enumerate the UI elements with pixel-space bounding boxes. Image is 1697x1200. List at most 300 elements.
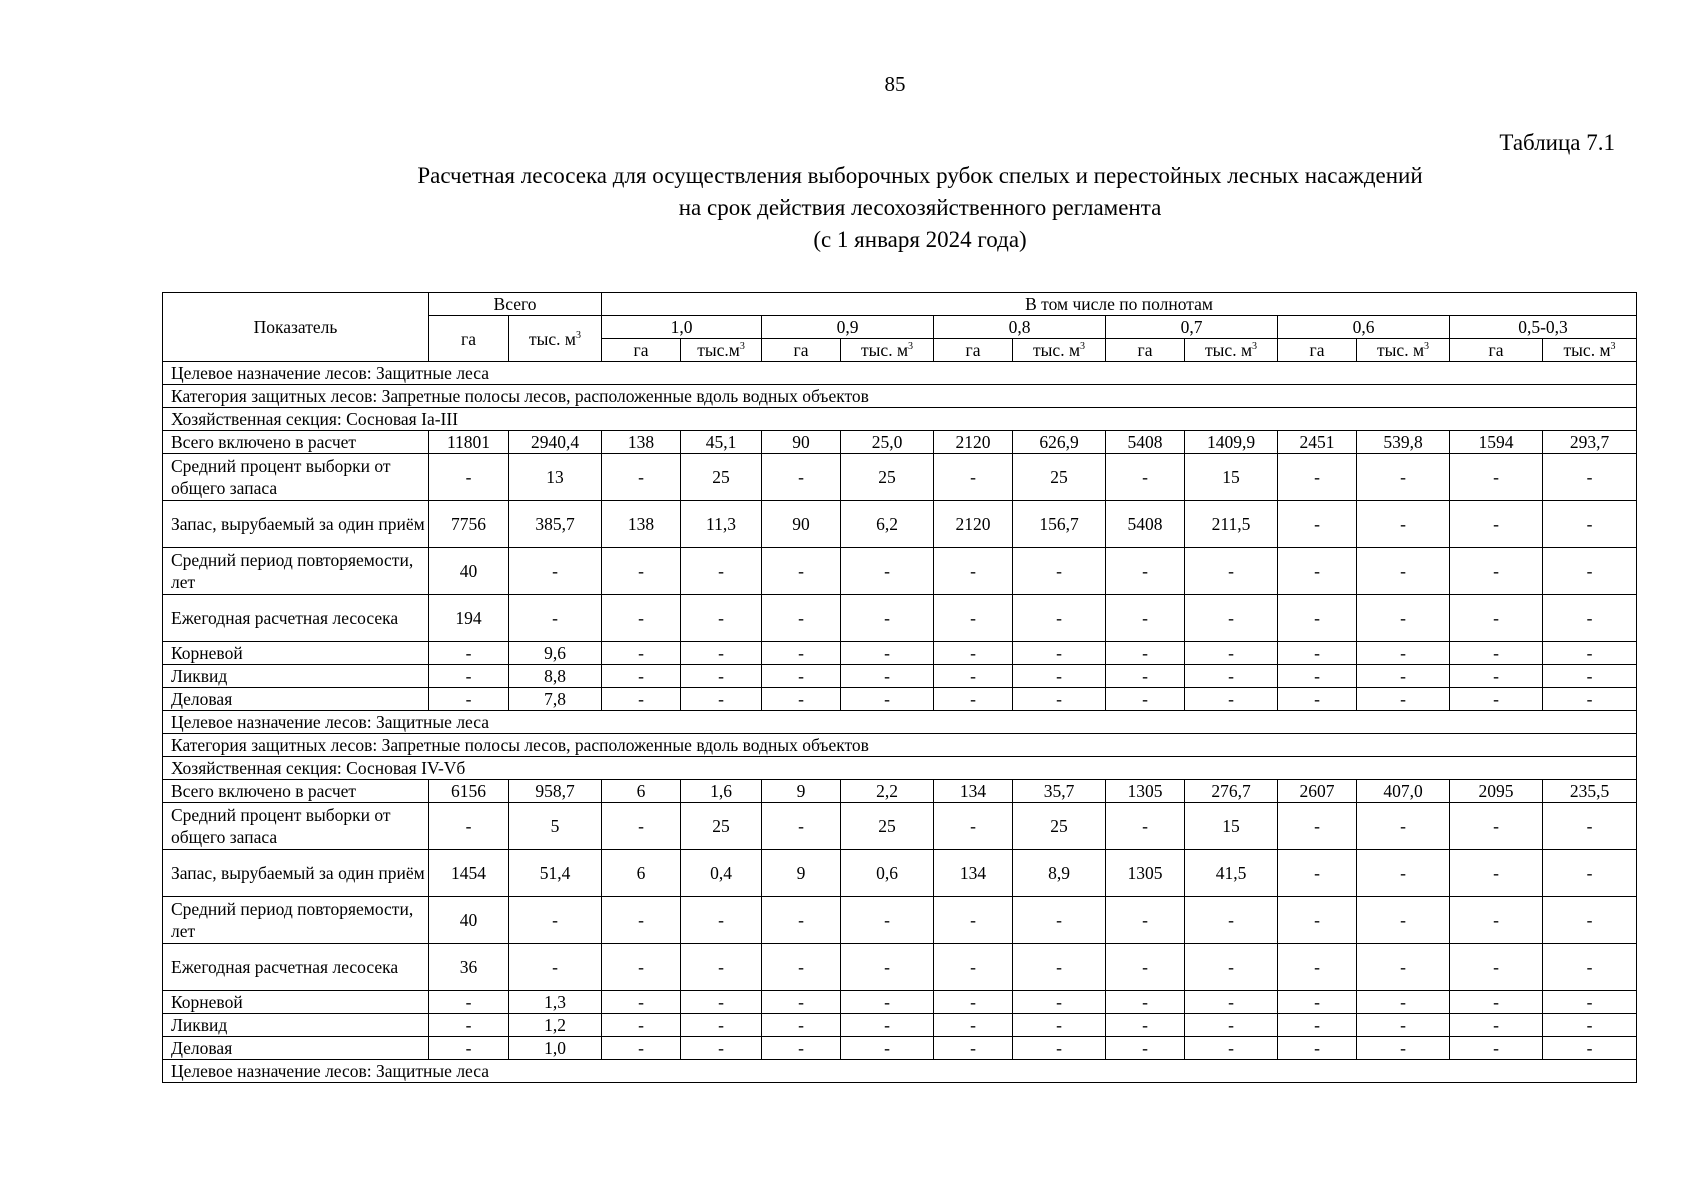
table-cell: - <box>681 1037 762 1060</box>
table-cell: - <box>1357 803 1450 850</box>
table-cell: - <box>1450 850 1543 897</box>
table-cell: 1,6 <box>681 780 762 803</box>
unit-superscript: 3 <box>1424 341 1430 352</box>
table-cell: 25 <box>1013 803 1106 850</box>
table-cell: - <box>1278 501 1357 548</box>
table-cell: 15 <box>1185 803 1278 850</box>
header-density: 0,8 <box>934 316 1106 339</box>
table-cell: 7,8 <box>509 688 602 711</box>
header-unit-m3 <box>841 339 934 362</box>
table-cell: - <box>429 1037 509 1060</box>
table-cell: 6 <box>602 780 681 803</box>
table-cell: 276,7 <box>1185 780 1278 803</box>
table-cell: - <box>602 548 681 595</box>
unit-superscript: 3 <box>576 329 581 341</box>
table-cell: - <box>934 991 1013 1014</box>
table-cell: - <box>1013 1014 1106 1037</box>
table-cell: - <box>1450 897 1543 944</box>
table-cell: - <box>1013 688 1106 711</box>
row-label: Ликвид <box>163 665 429 688</box>
table-cell: - <box>429 803 509 850</box>
table-cell: 7756 <box>429 501 509 548</box>
table-cell: - <box>1450 991 1543 1014</box>
table-cell: - <box>1013 548 1106 595</box>
table-body <box>163 362 1637 1083</box>
table-cell: 25,0 <box>841 431 934 454</box>
table-cell: 25 <box>681 803 762 850</box>
table-cell: - <box>1543 991 1637 1014</box>
table-cell: - <box>934 944 1013 991</box>
table-cell: 5408 <box>1106 431 1185 454</box>
table-cell: - <box>1357 501 1450 548</box>
table-row <box>163 944 1637 991</box>
table-cell: - <box>1185 548 1278 595</box>
table-cell: - <box>1450 642 1543 665</box>
table-cell: 90 <box>762 501 841 548</box>
table-cell: - <box>762 991 841 1014</box>
table-cell: 2095 <box>1450 780 1543 803</box>
table-header <box>163 293 1637 362</box>
title-line: Расчетная лесосека для осуществления выборочных рубок спелых и перестойных лесных насаждений <box>417 163 1423 188</box>
table-cell: - <box>841 991 934 1014</box>
table-cell: - <box>1357 595 1450 642</box>
table-row <box>163 431 1637 454</box>
table-cell: - <box>1013 595 1106 642</box>
table-cell: - <box>509 548 602 595</box>
header-unit-ha: га <box>1450 339 1543 362</box>
section-label: Категория защитных лесов: Запретные полосы лесов, расположенные вдоль водных объектов <box>163 734 1637 757</box>
header-unit-m3 <box>1013 339 1106 362</box>
table-cell: - <box>1106 897 1185 944</box>
table-cell: - <box>681 944 762 991</box>
table-row <box>163 850 1637 897</box>
table-row <box>163 897 1637 944</box>
table-cell: - <box>1357 944 1450 991</box>
table-cell: - <box>934 642 1013 665</box>
table-cell: - <box>762 1037 841 1060</box>
table-cell: - <box>1185 944 1278 991</box>
table-cell: 41,5 <box>1185 850 1278 897</box>
table-cell: - <box>1357 665 1450 688</box>
table-row <box>163 688 1637 711</box>
table-cell: - <box>1106 944 1185 991</box>
row-label: Деловая <box>163 688 429 711</box>
table-row <box>163 548 1637 595</box>
row-label: Ликвид <box>163 1014 429 1037</box>
table-cell: - <box>762 1014 841 1037</box>
table-row <box>163 501 1637 548</box>
section-row <box>163 408 1637 431</box>
table-cell: - <box>1278 548 1357 595</box>
table-cell: - <box>1450 595 1543 642</box>
header-unit-ha: га <box>1278 339 1357 362</box>
table-cell: 2607 <box>1278 780 1357 803</box>
table-cell: - <box>934 897 1013 944</box>
table-cell: - <box>1357 1014 1450 1037</box>
table-cell: - <box>762 548 841 595</box>
table-cell: - <box>1013 991 1106 1014</box>
table-cell: - <box>1278 642 1357 665</box>
table-cell: - <box>1185 665 1278 688</box>
table-cell: - <box>841 548 934 595</box>
table-cell: - <box>1543 803 1637 850</box>
table-cell: - <box>681 665 762 688</box>
table-cell: - <box>934 665 1013 688</box>
table-cell: 36 <box>429 944 509 991</box>
table-cell: - <box>1357 897 1450 944</box>
table-cell: - <box>681 991 762 1014</box>
table-cell: 958,7 <box>509 780 602 803</box>
table-cell: 407,0 <box>1357 780 1450 803</box>
table-cell: - <box>1106 642 1185 665</box>
row-label: Средний период повторяемости, лет <box>163 897 429 944</box>
table-cell: - <box>934 595 1013 642</box>
header-by-density: В том числе по полнотам <box>602 293 1637 316</box>
section-label: Хозяйственная секция: Сосновая Ia-III <box>163 408 1637 431</box>
table-row <box>163 780 1637 803</box>
table-cell: - <box>1278 1037 1357 1060</box>
table-cell: - <box>1450 1014 1543 1037</box>
table-cell: - <box>1278 595 1357 642</box>
table-cell: 194 <box>429 595 509 642</box>
table-cell: 5408 <box>1106 501 1185 548</box>
table-cell: - <box>1543 1014 1637 1037</box>
table-row <box>163 991 1637 1014</box>
table-cell: - <box>841 944 934 991</box>
table-cell: - <box>1450 944 1543 991</box>
table-label: Таблица 7.1 <box>1499 130 1615 155</box>
header-total-ha: га <box>429 316 509 362</box>
unit-text: тыс. м <box>529 328 576 349</box>
table-cell: 1594 <box>1450 431 1543 454</box>
row-label: Деловая <box>163 1037 429 1060</box>
table-cell: - <box>429 688 509 711</box>
table-cell: 13 <box>509 454 602 501</box>
header-unit-m3 <box>1185 339 1278 362</box>
table-cell: - <box>1278 991 1357 1014</box>
row-label: Средний процент выборки от общего запаса <box>163 454 429 501</box>
table-cell: - <box>762 665 841 688</box>
table-cell: - <box>1013 1037 1106 1060</box>
page-number: 85 <box>884 72 906 96</box>
table-cell: - <box>1543 665 1637 688</box>
unit-text: тыс. м <box>1033 340 1081 360</box>
unit-text: тыс. м <box>1205 340 1253 360</box>
table-cell: 9 <box>762 850 841 897</box>
table-cell: - <box>762 803 841 850</box>
table-cell: - <box>1106 454 1185 501</box>
header-unit-ha: га <box>934 339 1013 362</box>
table-cell: - <box>841 595 934 642</box>
table-cell: - <box>1278 803 1357 850</box>
table-cell: 138 <box>602 431 681 454</box>
table-cell: 1409,9 <box>1185 431 1278 454</box>
unit-text: тыс.м <box>697 340 740 360</box>
table-cell: 211,5 <box>1185 501 1278 548</box>
section-row <box>163 734 1637 757</box>
table-cell: 1305 <box>1106 850 1185 897</box>
table-cell: 8,8 <box>509 665 602 688</box>
table-cell: - <box>934 548 1013 595</box>
table-cell: 11,3 <box>681 501 762 548</box>
header-unit-ha: га <box>762 339 841 362</box>
table-cell: 134 <box>934 780 1013 803</box>
table-cell: - <box>1357 642 1450 665</box>
table-cell: 2120 <box>934 501 1013 548</box>
header-density: 0,5-0,3 <box>1450 316 1637 339</box>
header-indicator: Показатель <box>163 293 429 362</box>
table-cell: - <box>1185 688 1278 711</box>
table-cell: - <box>762 944 841 991</box>
table-row <box>163 595 1637 642</box>
row-label: Корневой <box>163 642 429 665</box>
table-cell: 6,2 <box>841 501 934 548</box>
table-cell: - <box>1357 548 1450 595</box>
header-density: 0,6 <box>1278 316 1450 339</box>
section-row <box>163 362 1637 385</box>
table-cell: 134 <box>934 850 1013 897</box>
table-cell: 0,6 <box>841 850 934 897</box>
forest-cutting-table <box>162 292 1637 1083</box>
table-cell: - <box>602 642 681 665</box>
table-cell: - <box>934 688 1013 711</box>
row-label: Всего включено в расчет <box>163 431 429 454</box>
section-label: Категория защитных лесов: Запретные полосы лесов, расположенные вдоль водных объектов <box>163 385 1637 408</box>
table-cell: 293,7 <box>1543 431 1637 454</box>
table-cell: - <box>1543 595 1637 642</box>
header-density: 1,0 <box>602 316 762 339</box>
table-cell: - <box>1450 1037 1543 1060</box>
table-cell: - <box>429 454 509 501</box>
table-cell: - <box>762 595 841 642</box>
table-cell: 25 <box>681 454 762 501</box>
unit-text: тыс. м <box>1377 340 1425 360</box>
table-cell: - <box>1106 1037 1185 1060</box>
table-cell: - <box>934 1014 1013 1037</box>
table-cell: - <box>1450 665 1543 688</box>
table-cell: 539,8 <box>1357 431 1450 454</box>
table-cell: - <box>429 991 509 1014</box>
table-cell: - <box>602 803 681 850</box>
table-cell: - <box>681 897 762 944</box>
table-cell: - <box>1106 548 1185 595</box>
table-cell: 1454 <box>429 850 509 897</box>
table-cell: - <box>934 803 1013 850</box>
table-cell: 8,9 <box>1013 850 1106 897</box>
table-cell: 2,2 <box>841 780 934 803</box>
table-cell: - <box>841 1037 934 1060</box>
table-cell: - <box>1106 665 1185 688</box>
table-cell: - <box>1357 454 1450 501</box>
table-cell: - <box>1357 1037 1450 1060</box>
unit-superscript: 3 <box>1080 341 1086 352</box>
header-density: 0,7 <box>1106 316 1278 339</box>
table-cell: - <box>602 1037 681 1060</box>
table-cell: - <box>1185 897 1278 944</box>
unit-superscript: 3 <box>739 341 745 352</box>
table-cell: - <box>1450 501 1543 548</box>
row-label: Запас, вырубаемый за один приём <box>163 501 429 548</box>
table-cell: - <box>681 595 762 642</box>
header-total-m3 <box>509 316 602 362</box>
unit-text: тыс. м <box>1563 340 1611 360</box>
table-cell: 40 <box>429 897 509 944</box>
unit-text: тыс. м <box>861 340 909 360</box>
table-cell: 9,6 <box>509 642 602 665</box>
table-cell: 15 <box>1185 454 1278 501</box>
table-cell: - <box>1013 665 1106 688</box>
table-cell: - <box>1013 944 1106 991</box>
header-unit-ha: га <box>1106 339 1185 362</box>
table-cell: - <box>762 897 841 944</box>
table-cell: - <box>1106 595 1185 642</box>
title-line: (с 1 января 2024 года) <box>813 227 1027 252</box>
table-cell: - <box>1013 897 1106 944</box>
table-cell: - <box>429 642 509 665</box>
table-title <box>290 160 1550 256</box>
row-label: Запас, вырубаемый за один приём <box>163 850 429 897</box>
table-cell: - <box>1450 454 1543 501</box>
table-cell: 235,5 <box>1543 780 1637 803</box>
title-line: на срок действия лесохозяйственного регламента <box>678 195 1162 220</box>
table-cell: 25 <box>1013 454 1106 501</box>
table-cell: 1,0 <box>509 1037 602 1060</box>
table-cell: - <box>602 991 681 1014</box>
table-cell: - <box>1106 1014 1185 1037</box>
row-label: Ежегодная расчетная лесосека <box>163 944 429 991</box>
header-total: Всего <box>429 293 602 316</box>
section-row <box>163 385 1637 408</box>
table-cell: - <box>1013 642 1106 665</box>
section-label: Целевое назначение лесов: Защитные леса <box>163 362 1637 385</box>
table-cell: - <box>762 642 841 665</box>
table-cell: 2120 <box>934 431 1013 454</box>
table-cell: - <box>602 595 681 642</box>
section-row <box>163 757 1637 780</box>
table-cell: - <box>1357 850 1450 897</box>
header-density: 0,9 <box>762 316 934 339</box>
table-row <box>163 454 1637 501</box>
unit-superscript: 3 <box>1610 341 1616 352</box>
table-cell: - <box>1543 688 1637 711</box>
table-cell: - <box>1278 688 1357 711</box>
header-unit-m3 <box>1543 339 1637 362</box>
table-cell: 6 <box>602 850 681 897</box>
table-cell: - <box>1185 991 1278 1014</box>
table-cell: 1,2 <box>509 1014 602 1037</box>
table-cell: - <box>1106 688 1185 711</box>
row-label: Всего включено в расчет <box>163 780 429 803</box>
table-cell: - <box>1185 1014 1278 1037</box>
row-label: Ежегодная расчетная лесосека <box>163 595 429 642</box>
table-cell: - <box>1543 1037 1637 1060</box>
table-cell: 5 <box>509 803 602 850</box>
table-cell: 1,3 <box>509 991 602 1014</box>
table-cell: - <box>681 688 762 711</box>
table-cell: - <box>934 1037 1013 1060</box>
table-cell: - <box>1543 548 1637 595</box>
table-cell: - <box>509 897 602 944</box>
table-cell: - <box>841 665 934 688</box>
table-cell: - <box>681 548 762 595</box>
table-cell: 2940,4 <box>509 431 602 454</box>
row-label: Средний период повторяемости, лет <box>163 548 429 595</box>
table-cell: - <box>1185 642 1278 665</box>
table-cell: 626,9 <box>1013 431 1106 454</box>
table-cell: 0,4 <box>681 850 762 897</box>
table-cell: - <box>1543 944 1637 991</box>
table-row <box>163 665 1637 688</box>
section-row <box>163 711 1637 734</box>
table-cell: - <box>934 454 1013 501</box>
table-cell: - <box>1185 595 1278 642</box>
table-cell: 90 <box>762 431 841 454</box>
table-cell: - <box>1543 642 1637 665</box>
table-row <box>163 1037 1637 1060</box>
table-cell: 6156 <box>429 780 509 803</box>
table-cell: - <box>509 944 602 991</box>
table-row <box>163 642 1637 665</box>
table-cell: - <box>429 665 509 688</box>
table-cell: - <box>1543 454 1637 501</box>
table-cell: - <box>841 688 934 711</box>
table-cell: - <box>1450 803 1543 850</box>
table-cell: 385,7 <box>509 501 602 548</box>
table-cell: - <box>841 897 934 944</box>
row-label: Средний процент выборки от общего запаса <box>163 803 429 850</box>
table-cell: - <box>1278 850 1357 897</box>
table-cell: 9 <box>762 780 841 803</box>
section-label: Целевое назначение лесов: Защитные леса <box>163 1060 1637 1083</box>
header-unit-m3 <box>681 339 762 362</box>
table-cell: - <box>1357 991 1450 1014</box>
table-cell: - <box>602 454 681 501</box>
table-cell: - <box>1357 688 1450 711</box>
header-unit-m3 <box>1357 339 1450 362</box>
table-cell: 25 <box>841 803 934 850</box>
table-cell: 1305 <box>1106 780 1185 803</box>
table-cell: - <box>681 642 762 665</box>
table-cell: - <box>681 1014 762 1037</box>
table-cell: - <box>602 944 681 991</box>
table-cell: - <box>1543 850 1637 897</box>
table-cell: 45,1 <box>681 431 762 454</box>
table-cell: 40 <box>429 548 509 595</box>
table-cell: - <box>602 897 681 944</box>
table-cell: - <box>1106 991 1185 1014</box>
table-cell: - <box>1543 897 1637 944</box>
section-label: Хозяйственная секция: Сосновая IV-Vб <box>163 757 1637 780</box>
table-cell: - <box>841 1014 934 1037</box>
table-cell: - <box>1278 665 1357 688</box>
section-row <box>163 1060 1637 1083</box>
table-row <box>163 803 1637 850</box>
header-unit-ha: га <box>602 339 681 362</box>
table-cell: - <box>1278 944 1357 991</box>
table-cell: 156,7 <box>1013 501 1106 548</box>
unit-superscript: 3 <box>1252 341 1258 352</box>
table-row <box>163 1014 1637 1037</box>
table-cell: - <box>1106 803 1185 850</box>
table-cell: - <box>762 454 841 501</box>
row-label: Корневой <box>163 991 429 1014</box>
table-cell: 138 <box>602 501 681 548</box>
table-cell: - <box>1450 548 1543 595</box>
table-cell: - <box>1543 501 1637 548</box>
table-cell: - <box>429 1014 509 1037</box>
table-cell: - <box>1278 897 1357 944</box>
section-label: Целевое назначение лесов: Защитные леса <box>163 711 1637 734</box>
